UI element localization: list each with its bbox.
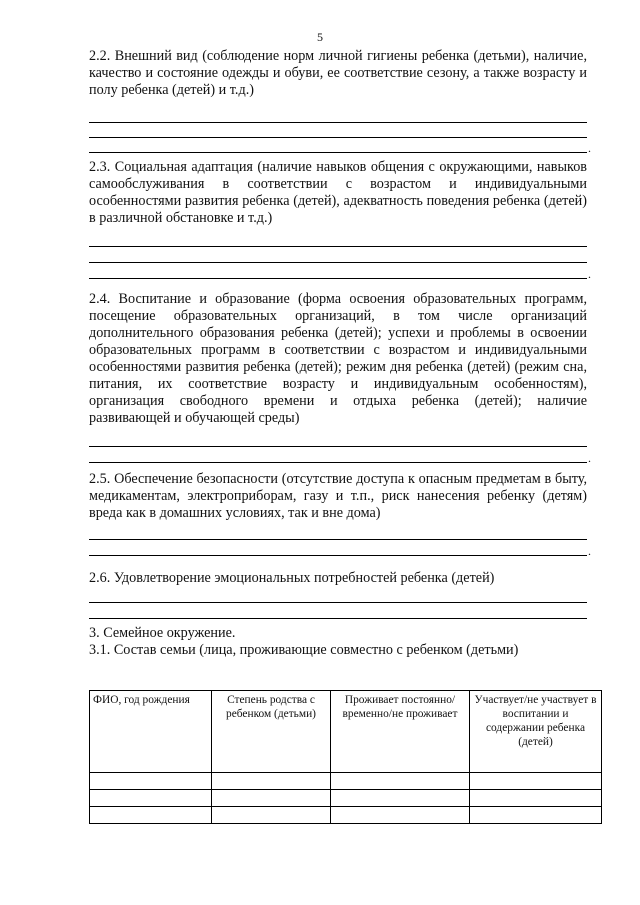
section-2-2-text: 2.2. Внешний вид (соблюдение норм личной гигиены ребенка (детьми), наличие, качество и состояние одежды и обуви, ее соответствие сезону, а также возрасту и полу ребенка (детей) и т.д.) [89,48,587,98]
answer-line-2-4-a[interactable] [89,427,587,447]
section-3-1-heading: 3.1. Состав семьи (лица, проживающие совместно с ребенком (детьми) [89,642,519,658]
answer-line-2-3-c[interactable]: . [89,263,587,279]
section-2-4-text: 2.4. Воспитание и образование (форма освоения образовательных программ, посещение образовательных организаций, в том числе организаций дополнительного образования ребенка (детей); успехи и проблемы в освоении образовательных программ в соответствии с возрастом и индивидуальными особенностями развития ребенка (детей); режим дня ребенка (детей) (режим сна, питания, их соответствие возрасту и индивидуальным особенностям), организация свободного времени и отдыха ребенка (детей); наличие развивающей и обучающей среды) [89,291,587,426]
table-row[interactable] [90,807,602,824]
answer-line-2-4-b[interactable]: . [89,447,587,463]
section-2-6-text: 2.6. Удовлетворение эмоциональных потребностей ребенка (детей) [89,570,495,586]
table-header-residence: Проживает постоянно/временно/не проживает [331,691,470,773]
answer-line-2-3-a[interactable] [89,227,587,247]
section-2-3-text: 2.3. Социальная адаптация (наличие навыков общения с окружающими, навыков самообслуживания в соответствии с возрастом и индивидуальными особенностями развития ребенка (детей), адекватность поведения ребенка (детей) в различной обстановке и т.д.) [89,159,587,226]
form-body [89,48,591,659]
table-row[interactable] [90,773,602,790]
table-row[interactable] [90,790,602,807]
table-header-participation: Участвует/не участвует в воспитании и содержании ребенка (детей) [470,691,602,773]
answer-line-2-6-a[interactable] [89,587,587,603]
table-header-name: ФИО, год рождения [90,691,212,773]
answer-line-2-2-b[interactable] [89,123,587,138]
answer-line-2-5-a[interactable] [89,522,587,540]
answer-line-2-2-a[interactable] [89,99,587,123]
answer-line-2-3-b[interactable] [89,247,587,263]
answer-line-2-2-c[interactable]: . [89,138,587,153]
section-3-heading: 3. Семейное окружение. [89,625,236,641]
table-header-relation: Степень родства с ребенком (детьми) [212,691,331,773]
page-number: 5 [317,30,323,44]
family-composition-table [89,690,602,824]
answer-line-2-5-b[interactable]: . [89,540,587,556]
section-2-5-text: 2.5. Обеспечение безопасности (отсутствие доступа к опасным предметам в быту, медикаментам, электроприборам, газу и т.п., риск нанесения ребенку (детям) вреда как в домашних условиях, так и вне дома) [89,471,587,521]
answer-line-2-6-b[interactable] [89,603,587,619]
